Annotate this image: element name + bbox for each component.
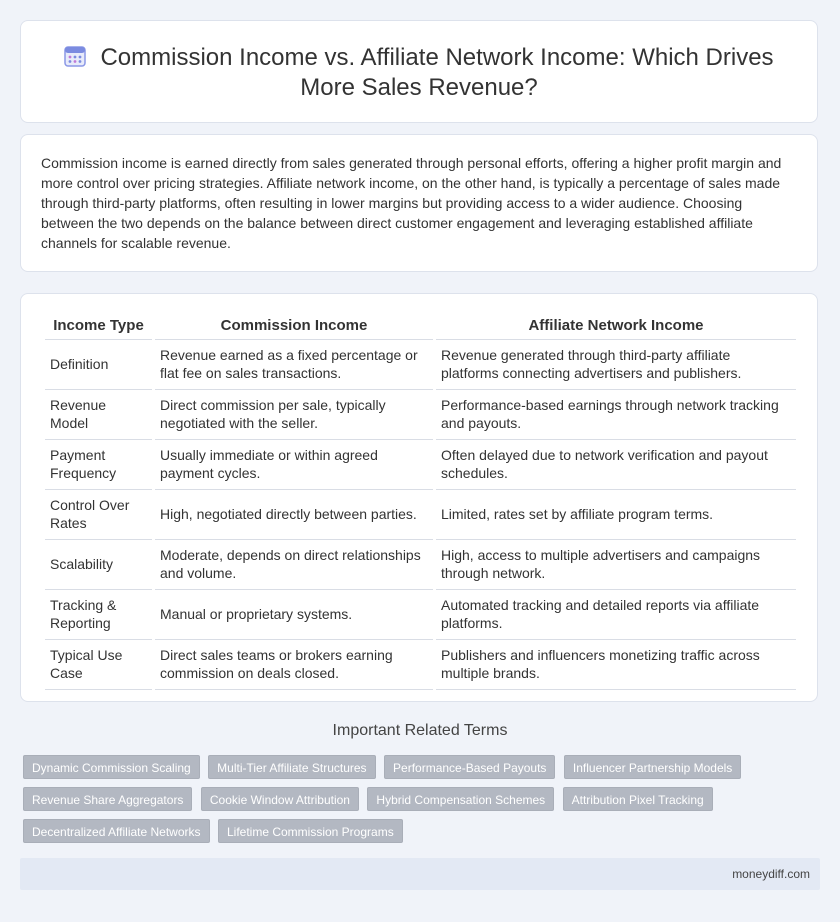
affiliate-cell: Performance-based earnings through network tracking and payouts. (436, 390, 796, 440)
affiliate-cell: Often delayed due to network verification and payout schedules. (436, 440, 796, 490)
row-label: Typical Use Case (45, 640, 152, 690)
related-term-tag[interactable]: Revenue Share Aggregators (23, 787, 192, 811)
related-term-tag[interactable]: Lifetime Commission Programs (218, 819, 403, 843)
related-terms-heading: Important Related Terms (332, 722, 508, 739)
header-income-type: Income Type (45, 313, 152, 340)
calendar-icon (64, 45, 86, 67)
commission-cell: Moderate, depends on direct relationships and volume. (155, 540, 433, 590)
row-label: Definition (45, 340, 152, 390)
affiliate-cell: Automated tracking and detailed reports via affiliate platforms. (436, 590, 796, 640)
related-term-tag[interactable]: Dynamic Commission Scaling (23, 755, 200, 779)
row-label: Payment Frequency (45, 440, 152, 490)
affiliate-cell: High, access to multiple advertisers and campaigns through network. (436, 540, 796, 590)
commission-cell: Manual or proprietary systems. (155, 590, 433, 640)
commission-cell: Usually immediate or within agreed payment cycles. (155, 440, 433, 490)
row-label: Control Over Rates (45, 490, 152, 540)
row-label: Revenue Model (45, 390, 152, 440)
table-row (45, 440, 796, 490)
title-line-1: Commission Income vs. Affiliate Network Income: Which Drives (100, 44, 774, 71)
commission-cell: Direct commission per sale, typically negotiated with the seller. (155, 390, 433, 440)
table-row (45, 540, 796, 590)
commission-cell: High, negotiated directly between parties. (155, 490, 433, 540)
related-terms-list (23, 755, 813, 851)
related-term-tag[interactable]: Cookie Window Attribution (201, 787, 359, 811)
table-header-row (45, 313, 796, 340)
table-row (45, 640, 796, 690)
commission-cell: Revenue earned as a fixed percentage or flat fee on sales transactions. (155, 340, 433, 390)
commission-cell: Direct sales teams or brokers earning commission on deals closed. (155, 640, 433, 690)
title-card (20, 20, 818, 123)
table-row (45, 390, 796, 440)
related-term-tag[interactable]: Decentralized Affiliate Networks (23, 819, 210, 843)
footer-bar (20, 858, 820, 890)
related-term-tag[interactable]: Attribution Pixel Tracking (563, 787, 713, 811)
page-title (21, 43, 817, 103)
title-line-2: More Sales Revenue? (300, 74, 538, 101)
comparison-card (20, 293, 818, 702)
table-row (45, 340, 796, 390)
header-commission-income: Commission Income (155, 313, 433, 340)
row-label: Tracking & Reporting (45, 590, 152, 640)
related-term-tag[interactable]: Multi-Tier Affiliate Structures (208, 755, 375, 779)
related-term-tag[interactable]: Hybrid Compensation Schemes (367, 787, 554, 811)
affiliate-cell: Revenue generated through third-party affiliate platforms connecting advertisers and publishers. (436, 340, 796, 390)
affiliate-cell: Limited, rates set by affiliate program terms. (436, 490, 796, 540)
related-term-tag[interactable]: Performance-Based Payouts (384, 755, 555, 779)
table-row (45, 590, 796, 640)
header-affiliate-network-income: Affiliate Network Income (436, 313, 796, 340)
related-term-tag[interactable]: Influencer Partnership Models (564, 755, 741, 779)
row-label: Scalability (45, 540, 152, 590)
intro-paragraph: Commission income is earned directly from sales generated through personal efforts, offering a higher profit margin and more control over pricing strategies. Affiliate network income, on the other hand, is typically a percentage of sales made through third-party platforms, often resulting in lower margins but providing access to a wider audience. Choosing between the two depends on the balance between direct customer engagement and leveraging established affiliate channels for scalable revenue. (41, 155, 782, 251)
intro-card (20, 134, 818, 272)
footer-site-link[interactable]: moneydiff.com (732, 867, 810, 881)
affiliate-cell: Publishers and influencers monetizing traffic across multiple brands. (436, 640, 796, 690)
comparison-table (42, 313, 799, 690)
table-row (45, 490, 796, 540)
